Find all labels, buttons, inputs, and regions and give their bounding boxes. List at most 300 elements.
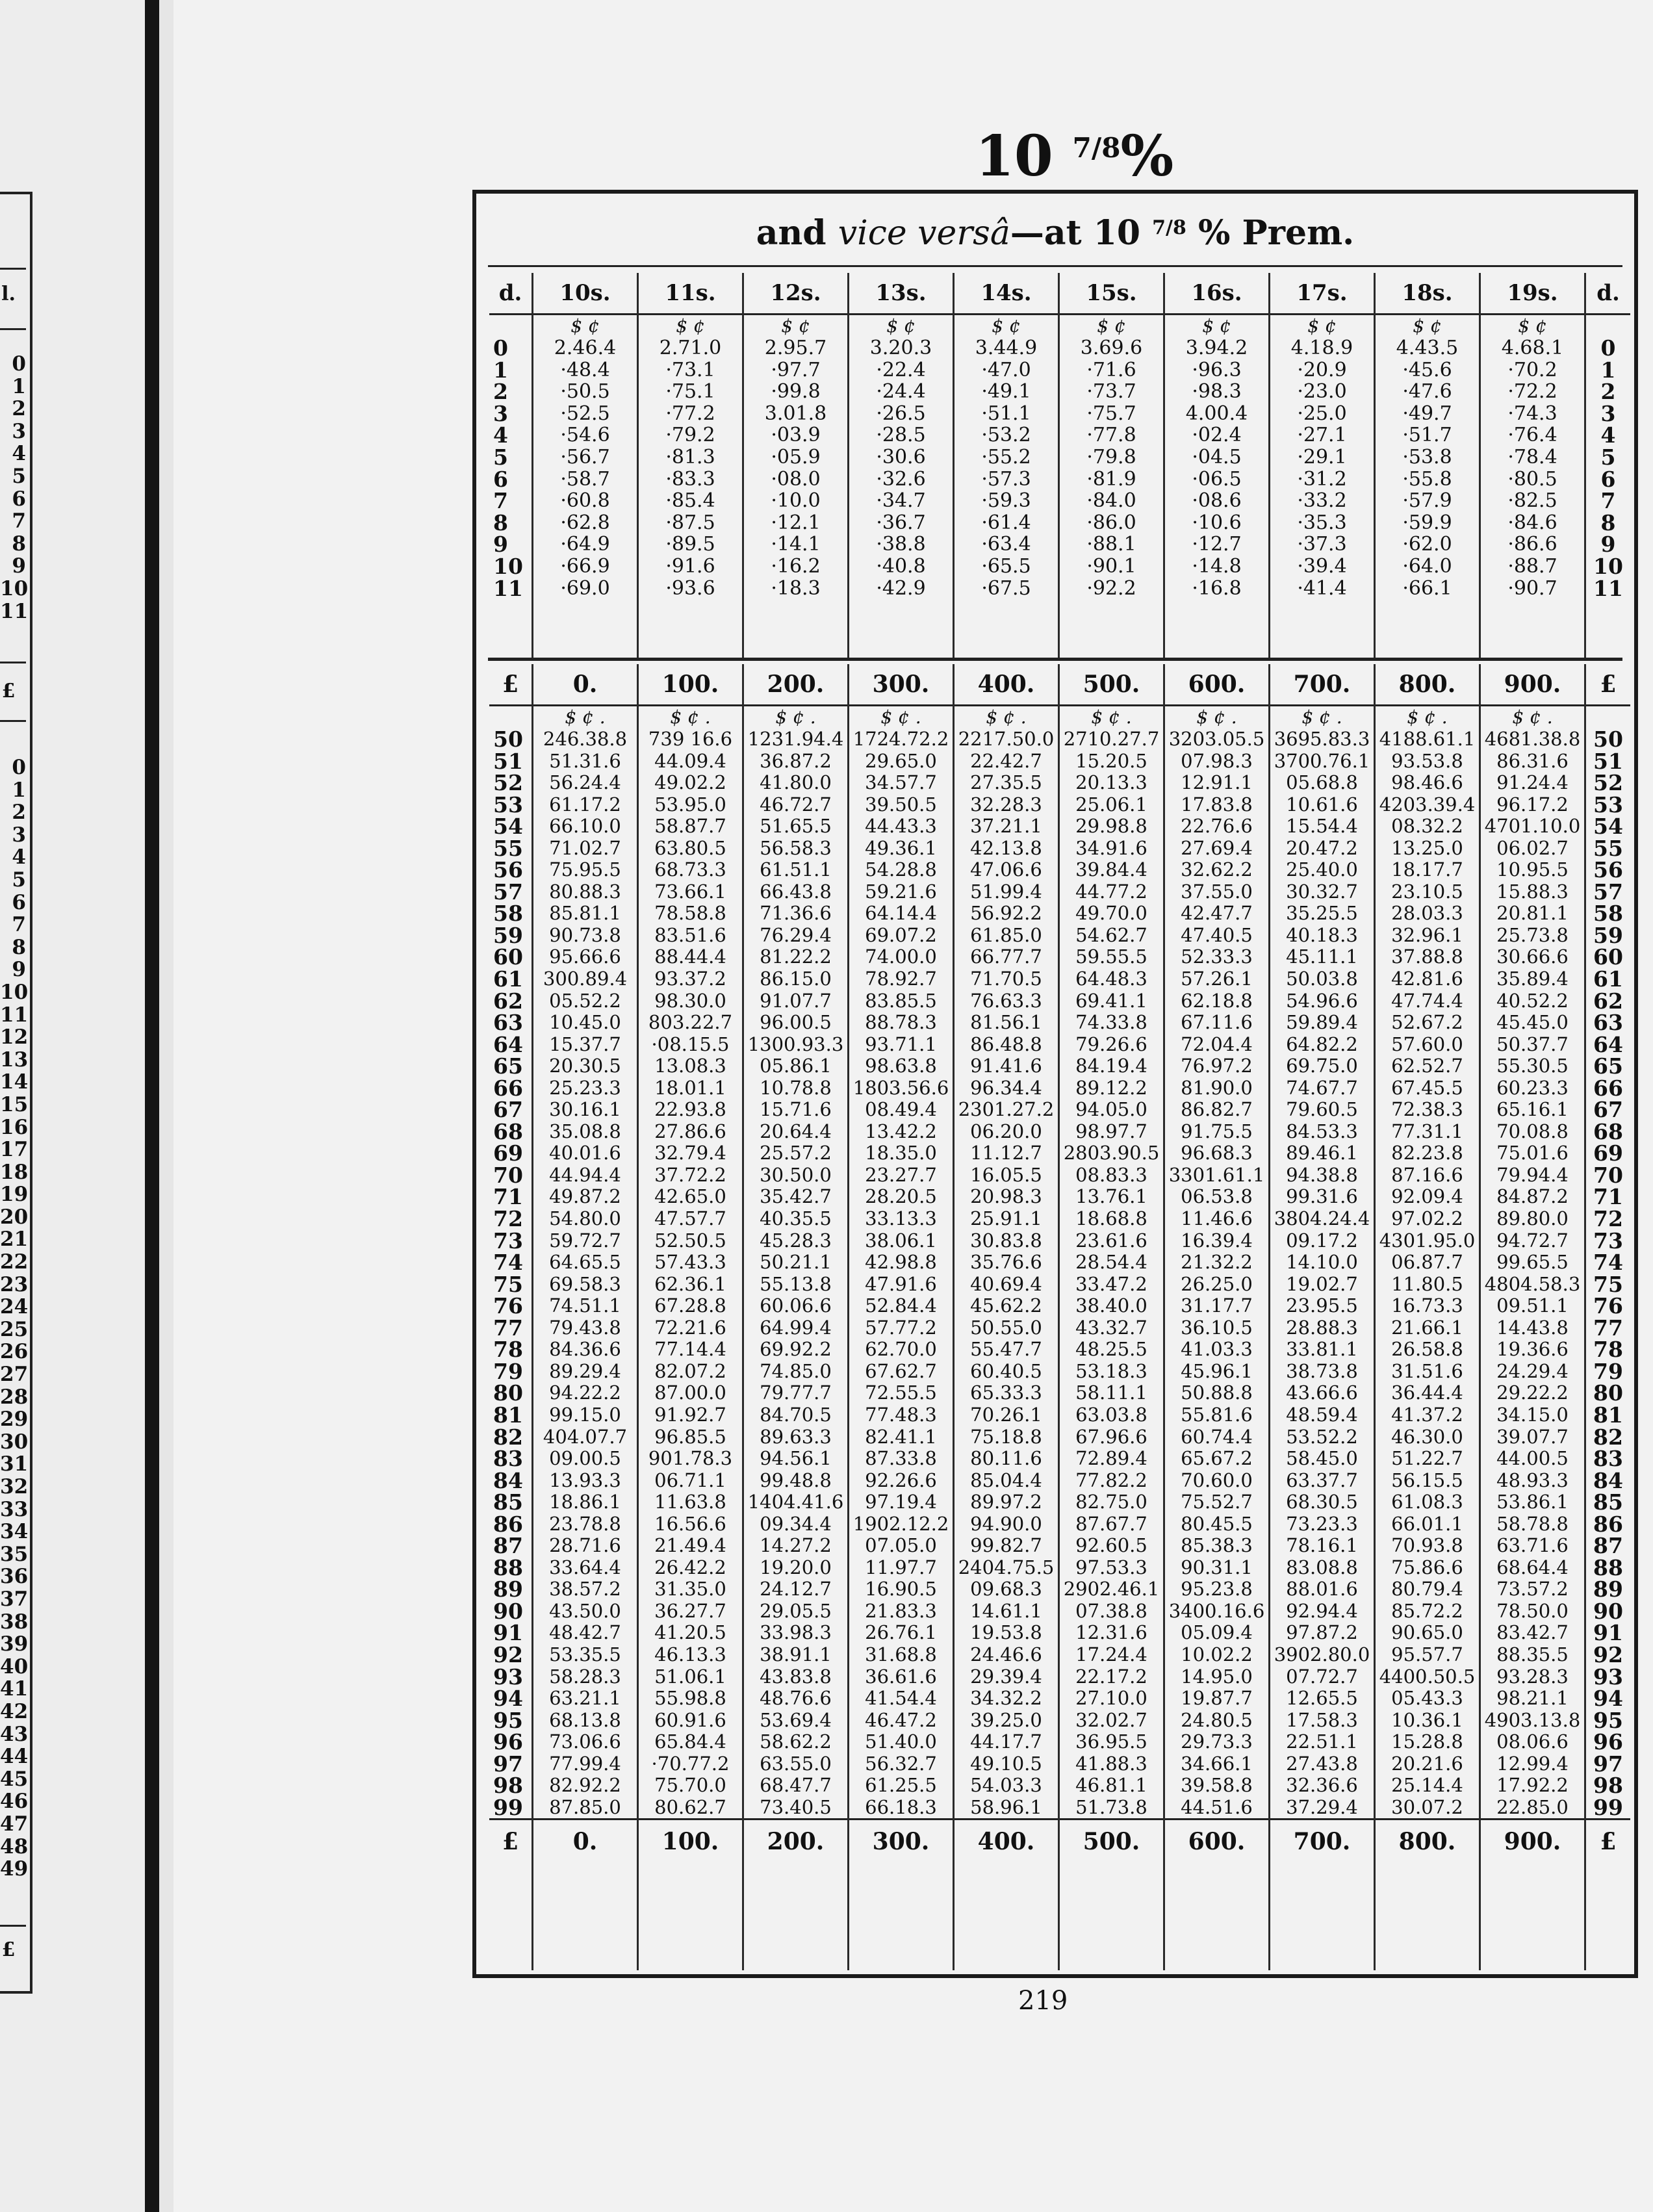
table-cell: 52.84.4: [865, 1294, 937, 1317]
table-cell: 45.28.3: [760, 1229, 832, 1252]
row-index: 82: [493, 1424, 523, 1450]
table-cell: ·02.4: [1192, 424, 1242, 447]
row-index: 63: [493, 1010, 523, 1036]
row-index: 97: [493, 1751, 523, 1777]
row-index: 73: [493, 1228, 523, 1254]
table-cell: 45.45.0: [1496, 1011, 1569, 1034]
column-header: 700.: [1270, 664, 1374, 706]
table-cell: 18.68.8: [1075, 1207, 1147, 1230]
table-cell: 22.85.0: [1496, 1795, 1569, 1818]
table-cell: 24.12.7: [760, 1578, 832, 1601]
left-row-label: 46: [0, 1790, 29, 1814]
table-cell: 31.35.0: [654, 1578, 726, 1601]
table-cell: 31.68.8: [865, 1643, 937, 1665]
table-cell: 93.28.3: [1496, 1665, 1569, 1688]
row-index: 88: [493, 1554, 523, 1580]
table-cell: 54.62.7: [1075, 923, 1147, 946]
row-index: 52: [493, 770, 523, 796]
table-cell: 66.01.1: [1391, 1512, 1463, 1535]
row-index: 99: [493, 1794, 523, 1820]
row-index: 2: [1600, 379, 1616, 405]
left-row-label: 0: [12, 756, 26, 779]
table-cell: 3301.61.1: [1168, 1163, 1265, 1186]
table-cell: 74.33.8: [1075, 1011, 1147, 1034]
table-cell: 22.76.6: [1181, 815, 1253, 838]
table-cell: 94.05.0: [1075, 1098, 1147, 1121]
table-cell: ·75.1: [665, 380, 715, 404]
table-cell: 60.91.6: [654, 1708, 726, 1731]
table-cell: ·45.6: [1402, 358, 1452, 381]
table-cell: ·36.7: [876, 511, 926, 534]
table-cell: 64.14.4: [865, 902, 937, 925]
table-cell: 07.38.8: [1075, 1599, 1147, 1622]
table-cell: 80.45.5: [1181, 1512, 1253, 1535]
table-cell: 84.19.4: [1075, 1055, 1147, 1077]
table-cell: 2710.27.7: [1063, 728, 1160, 750]
left-row-label: 4: [12, 845, 26, 869]
table-cell: 51.40.0: [865, 1730, 937, 1753]
table-cell: ·91.6: [665, 554, 715, 578]
left-page-rule: [0, 1925, 26, 1927]
table-cell: 30.16.1: [549, 1098, 621, 1121]
row-index: 95: [493, 1707, 523, 1733]
column-header: 300.: [849, 664, 953, 706]
table-cell: 85.38.3: [1181, 1534, 1253, 1557]
table-cell: 54.96.6: [1286, 989, 1358, 1012]
table-cell: 58.87.7: [654, 815, 726, 838]
table-cell: 37.72.2: [654, 1163, 726, 1186]
table-cell: ·51.7: [1402, 424, 1452, 447]
table-cell: 64.82.2: [1286, 1033, 1358, 1055]
row-index: 65: [1593, 1053, 1623, 1079]
row-index: 96: [1593, 1729, 1623, 1755]
value-column: [533, 273, 639, 658]
table-cell: 54.28.8: [865, 858, 937, 881]
row-index: 59: [493, 922, 523, 948]
spacer: [489, 706, 532, 728]
value-column: [1060, 273, 1165, 658]
table-cell: ·38.8: [876, 533, 926, 556]
table-cell: 99.65.5: [1496, 1251, 1569, 1274]
currency-label: $ ¢: [992, 315, 1021, 337]
left-page-rule: [0, 268, 26, 270]
table-cell: 17.24.4: [1075, 1643, 1147, 1665]
table-cell: 2902.46.1: [1063, 1578, 1160, 1601]
subtitle-rule: [488, 265, 1622, 267]
table-cell: 17.83.8: [1181, 793, 1253, 816]
table-cell: 24.46.6: [970, 1643, 1042, 1665]
left-row-label: 9: [12, 958, 26, 982]
table-cell: 78.50.0: [1496, 1599, 1569, 1622]
table-cell: 90.31.1: [1181, 1556, 1253, 1578]
table-cell: 97.19.4: [865, 1491, 937, 1513]
table-cell: 08.06.6: [1496, 1730, 1569, 1753]
left-row-label: 48: [0, 1834, 29, 1858]
row-index: 65: [493, 1053, 523, 1079]
column-header: 400.: [955, 664, 1058, 706]
table-cell: 17.58.3: [1286, 1708, 1358, 1731]
table-cell: 73.06.6: [549, 1730, 621, 1753]
table-cell: 30.83.8: [970, 1229, 1042, 1252]
table-cell: ·79.8: [1086, 445, 1136, 469]
heading-number: 10: [975, 123, 1053, 189]
table-cell: 83.51.6: [654, 923, 726, 946]
table-cell: ·97.7: [771, 358, 821, 381]
table-cell: 15.54.4: [1286, 815, 1358, 838]
left-row-label: 5: [12, 868, 26, 892]
table-cell: 35.25.5: [1286, 902, 1358, 925]
table-cell: 21.83.3: [865, 1599, 937, 1622]
row-index: 77: [493, 1315, 523, 1341]
left-row-label: 13: [0, 1048, 29, 1072]
table-cell: 34.57.7: [865, 771, 937, 794]
index-header: £: [489, 664, 532, 706]
table-cell: 404.07.7: [543, 1425, 628, 1448]
row-index: 87: [493, 1533, 523, 1559]
row-index: 72: [493, 1206, 523, 1232]
table-cell: ·92.2: [1086, 576, 1136, 600]
row-index: 92: [1593, 1641, 1623, 1667]
table-cell: 09.68.3: [970, 1578, 1042, 1601]
row-index: 85: [493, 1489, 523, 1515]
table-cell: 4188.61.1: [1379, 728, 1476, 750]
table-cell: 26.25.0: [1181, 1272, 1253, 1295]
row-index: 91: [493, 1620, 523, 1646]
table-cell: 3.44.9: [975, 337, 1038, 359]
table-cell: 46.47.2: [865, 1708, 937, 1731]
table-cell: 23.78.8: [549, 1512, 621, 1535]
table-cell: 34.91.6: [1075, 836, 1147, 859]
table-cell: ·85.4: [665, 489, 715, 513]
table-cell: 80.11.6: [970, 1447, 1042, 1470]
column-header: 500.: [1060, 664, 1163, 706]
table-cell: 25.57.2: [760, 1142, 832, 1164]
table-cell: 44.17.7: [970, 1730, 1042, 1753]
table-cell: ·30.6: [876, 445, 926, 469]
table-cell: 90.73.8: [549, 923, 621, 946]
table-cell: 3700.76.1: [1274, 749, 1370, 772]
table-cell: 49.10.5: [970, 1752, 1042, 1775]
table-cell: 86.15.0: [760, 968, 832, 990]
table-cell: 05.68.8: [1286, 771, 1358, 794]
left-row-label: 42: [0, 1699, 29, 1723]
table-cell: ·33.2: [1297, 489, 1347, 513]
table-cell: 54.03.3: [970, 1774, 1042, 1797]
table-cell: 55.13.8: [760, 1272, 832, 1295]
table-cell: 22.93.8: [654, 1098, 726, 1121]
table-cell: 59.72.7: [549, 1229, 621, 1252]
row-index: 58: [493, 901, 523, 927]
table-cell: 16.56.6: [654, 1512, 726, 1535]
table-cell: ·34.7: [876, 489, 926, 513]
table-cell: 36.95.5: [1075, 1730, 1147, 1753]
table-cell: ·86.6: [1507, 533, 1557, 556]
table-cell: 98.63.8: [865, 1055, 937, 1077]
table-cell: 67.62.7: [865, 1359, 937, 1382]
table-cell: 300.89.4: [543, 968, 628, 990]
page-number: 219: [1018, 1986, 1068, 2016]
table-cell: 55.81.6: [1181, 1403, 1253, 1426]
table-cell: 58.11.1: [1075, 1382, 1147, 1404]
table-cell: ·70.77.2: [651, 1752, 730, 1775]
table-cell: ·08.6: [1192, 489, 1242, 513]
table-cell: 63.21.1: [549, 1687, 621, 1710]
table-cell: 14.43.8: [1496, 1316, 1569, 1339]
row-index: 7: [1600, 488, 1616, 514]
table-cell: ·62.0: [1402, 533, 1452, 556]
left-row-label: 31: [0, 1452, 29, 1476]
table-cell: 20.13.3: [1075, 771, 1147, 794]
value-column: [1270, 273, 1376, 658]
table-cell: 28.71.6: [549, 1534, 621, 1557]
table-cell: 16.05.5: [970, 1163, 1042, 1186]
table-cell: 64.99.4: [760, 1316, 832, 1339]
table-cell: 98.46.6: [1391, 771, 1463, 794]
table-cell: 72.04.4: [1181, 1033, 1253, 1055]
value-column: [1376, 664, 1481, 1970]
left-row-label: 5: [12, 464, 26, 488]
row-index: 92: [493, 1641, 523, 1667]
table-cell: 74.85.0: [760, 1359, 832, 1382]
table-cell: 47.57.7: [654, 1207, 726, 1230]
table-cell: 50.21.1: [760, 1251, 832, 1274]
table-cell: 2301.27.2: [958, 1098, 1055, 1121]
table-cell: ·47.6: [1402, 380, 1452, 404]
table-cell: 22.51.1: [1286, 1730, 1358, 1753]
table-cell: ·27.1: [1297, 424, 1347, 447]
table-cell: 32.28.3: [970, 793, 1042, 816]
table-cell: 75.01.6: [1496, 1142, 1569, 1164]
left-row-label: 7: [12, 509, 26, 534]
table-cell: ·88.7: [1507, 554, 1557, 578]
table-cell: 13.42.2: [865, 1120, 937, 1142]
row-index: 80: [493, 1380, 523, 1406]
table-cell: 12.31.6: [1075, 1621, 1147, 1644]
table-cell: 49.02.2: [654, 771, 726, 794]
table-cell: 49.36.1: [865, 836, 937, 859]
index-header: £: [1586, 664, 1630, 706]
left-row-label: 27: [0, 1363, 29, 1387]
table-cell: 16.39.4: [1181, 1229, 1253, 1252]
table-cell: 21.66.1: [1391, 1316, 1463, 1339]
row-index: 54: [1593, 814, 1623, 840]
table-cell: ·73.1: [665, 358, 715, 381]
table-cell: 61.25.5: [865, 1774, 937, 1797]
table-cell: 20.21.6: [1391, 1752, 1463, 1775]
left-row-label: 24: [0, 1295, 29, 1319]
table-cell: 14.61.1: [970, 1599, 1042, 1622]
table-cell: 94.72.7: [1496, 1229, 1569, 1252]
table-cell: 27.86.6: [654, 1120, 726, 1142]
table-cell: 20.81.1: [1496, 902, 1569, 925]
table-cell: ·35.3: [1297, 511, 1347, 534]
table-cell: ·82.5: [1507, 489, 1557, 513]
table-cell: 53.69.4: [760, 1708, 832, 1731]
table-cell: ·89.5: [665, 533, 715, 556]
table-cell: 13.76.1: [1075, 1185, 1147, 1208]
table-cell: ·88.1: [1086, 533, 1136, 556]
table-cell: 75.95.5: [549, 858, 621, 881]
table-cell: 38.73.8: [1286, 1359, 1358, 1382]
table-footer-cell: 900.: [1481, 1818, 1584, 1863]
table-cell: ·47.0: [981, 358, 1031, 381]
table-cell: 61.17.2: [549, 793, 621, 816]
table-cell: ·62.8: [560, 511, 610, 534]
table-cell: 29.65.0: [865, 749, 937, 772]
row-index: 5: [493, 444, 508, 470]
table-cell: 3.94.2: [1185, 337, 1248, 359]
left-row-label: 6: [12, 487, 26, 511]
table-cell: 19.36.6: [1496, 1338, 1569, 1361]
table-cell: ·87.5: [665, 511, 715, 534]
value-column: [744, 664, 849, 1970]
page-heading: [975, 123, 1173, 189]
table-cell: 38.91.1: [760, 1643, 832, 1665]
table-cell: 05.86.1: [760, 1055, 832, 1077]
row-index: 50: [1593, 727, 1623, 752]
row-index: 74: [1593, 1250, 1623, 1276]
table-cell: 34.66.1: [1181, 1752, 1253, 1775]
row-index: 4: [1600, 422, 1616, 448]
value-column: [849, 273, 955, 658]
table-cell: 12.91.1: [1181, 771, 1253, 794]
row-index: 76: [493, 1293, 523, 1319]
row-index: 56: [493, 857, 523, 883]
row-index: 56: [1593, 857, 1623, 883]
table-cell: 25.73.8: [1496, 923, 1569, 946]
table-cell: 42.98.8: [865, 1251, 937, 1274]
table-cell: 09.51.1: [1496, 1294, 1569, 1317]
table-cell: ·99.8: [771, 380, 821, 404]
spacer: [489, 315, 532, 337]
table-cell: 43.50.0: [549, 1599, 621, 1622]
table-cell: 18.01.1: [654, 1076, 726, 1099]
table-cell: 18.17.7: [1391, 858, 1463, 881]
table-cell: 99.15.0: [549, 1403, 621, 1426]
left-bottom-pound-label: £: [1, 1938, 16, 1961]
table-cell: 33.81.1: [1286, 1338, 1358, 1361]
table-cell: 87.33.8: [865, 1447, 937, 1470]
table-cell: ·04.5: [1192, 445, 1242, 469]
table-cell: 62.70.0: [865, 1338, 937, 1361]
value-column: [1270, 664, 1376, 1970]
table-cell: 4203.39.4: [1379, 793, 1476, 816]
table-cell: 25.40.0: [1286, 858, 1358, 881]
heading-fraction: 7/8: [1072, 132, 1121, 164]
table-cell: ·90.1: [1086, 554, 1136, 578]
table-cell: ·90.7: [1507, 576, 1557, 600]
value-column: [955, 273, 1060, 658]
table-footer-cell: 100.: [639, 1818, 742, 1863]
table-cell: 3.69.6: [1080, 337, 1143, 359]
row-index: 64: [1593, 1031, 1623, 1057]
table-cell: 4301.95.0: [1379, 1229, 1476, 1252]
left-row-label: 41: [0, 1677, 29, 1701]
table-cell: 26.42.2: [654, 1556, 726, 1578]
table-cell: 96.68.3: [1181, 1142, 1253, 1164]
left-row-label: 35: [0, 1542, 29, 1566]
table-cell: 06.71.1: [654, 1469, 726, 1491]
table-cell: 77.48.3: [865, 1403, 937, 1426]
table-cell: 34.32.2: [970, 1687, 1042, 1710]
table-cell: 65.67.2: [1181, 1447, 1253, 1470]
left-page-rule: [0, 720, 26, 722]
row-index: 63: [1593, 1010, 1623, 1036]
table-cell: 77.31.1: [1391, 1120, 1463, 1142]
row-index: 69: [1593, 1140, 1623, 1166]
table-cell: 25.14.4: [1391, 1774, 1463, 1797]
table-footer-cell: £: [1586, 1818, 1630, 1863]
table-cell: 67.45.5: [1391, 1076, 1463, 1099]
column-header: 800.: [1376, 664, 1479, 706]
row-index: 0: [1600, 335, 1616, 361]
column-header: 11s.: [639, 273, 742, 315]
table-cell: 93.53.8: [1391, 749, 1463, 772]
table-cell: 37.88.8: [1391, 945, 1463, 968]
table-cell: 58.28.3: [549, 1665, 621, 1688]
currency-label: $ ¢ .: [565, 706, 606, 728]
table-cell: 92.26.6: [865, 1469, 937, 1491]
table-cell: 72.38.3: [1391, 1098, 1463, 1121]
table-cell: 88.78.3: [865, 1011, 937, 1034]
table-cell: 68.73.3: [654, 858, 726, 881]
table-cell: 96.17.2: [1496, 793, 1569, 816]
table-cell: 41.03.3: [1181, 1338, 1253, 1361]
table-cell: ·79.2: [665, 424, 715, 447]
table-cell: 97.02.2: [1391, 1207, 1463, 1230]
table-cell: ·51.1: [981, 402, 1031, 425]
table-cell: 48.42.7: [549, 1621, 621, 1644]
table-cell: 58.96.1: [970, 1795, 1042, 1818]
table-cell: 19.53.8: [970, 1621, 1042, 1644]
table-cell: ·57.3: [981, 467, 1031, 491]
left-row-label: 40: [0, 1654, 29, 1678]
table-cell: 28.20.5: [865, 1185, 937, 1208]
table-cell: 36.10.5: [1181, 1316, 1253, 1339]
row-index: 95: [1593, 1707, 1623, 1733]
table-cell: 95.57.7: [1391, 1643, 1463, 1665]
table-cell: 4.00.4: [1185, 402, 1248, 425]
row-index: 8: [1600, 509, 1616, 535]
table-cell: ·26.5: [876, 402, 926, 425]
table-cell: 19.20.0: [760, 1556, 832, 1578]
table-cell: 16.73.3: [1391, 1294, 1463, 1317]
table-footer-cell: 0.: [533, 1818, 637, 1863]
table-cell: 56.15.5: [1391, 1469, 1463, 1491]
row-index: 57: [493, 879, 523, 905]
column-header: 16s.: [1165, 273, 1268, 315]
table-cell: 67.96.6: [1075, 1425, 1147, 1448]
row-index: 91: [1593, 1620, 1623, 1646]
row-index: 75: [493, 1271, 523, 1297]
row-index: 8: [493, 509, 508, 535]
table-cell: ·76.4: [1507, 424, 1557, 447]
table-cell: 13.93.3: [549, 1469, 621, 1491]
table-cell: 86.31.6: [1496, 749, 1569, 772]
row-index: 60: [493, 944, 523, 970]
table-cell: 35.42.7: [760, 1185, 832, 1208]
row-index: 10: [493, 553, 523, 579]
table-cell: 62.18.8: [1181, 989, 1253, 1012]
row-index: 71: [1593, 1184, 1623, 1210]
table-cell: 39.25.0: [970, 1708, 1042, 1731]
table-cell: 05.43.3: [1391, 1687, 1463, 1710]
table-cell: 40.69.4: [970, 1272, 1042, 1295]
left-row-label: 14: [0, 1070, 29, 1094]
row-index: 11: [493, 575, 523, 601]
table-footer-cell: 700.: [1270, 1818, 1374, 1863]
table-cell: 26.76.1: [865, 1621, 937, 1644]
